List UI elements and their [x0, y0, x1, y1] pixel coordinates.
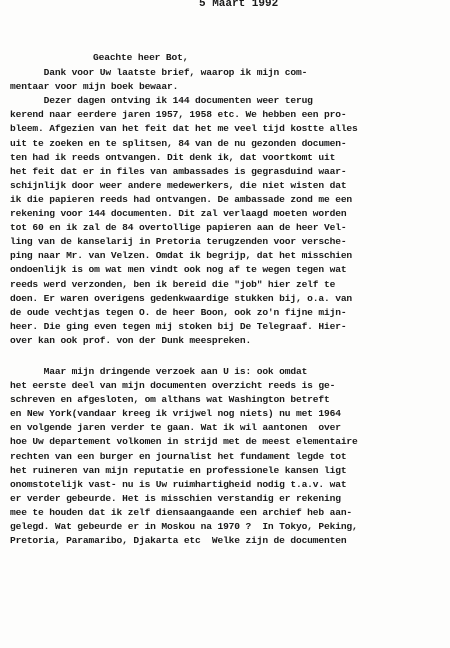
text-line: en volgende jaren verder te gaan. Wat ik wil aantonen over [10, 422, 341, 434]
text-line: het eerste deel van mijn documenten overzicht reeds is ge- [10, 380, 336, 391]
text-line: rekening voor 144 documenten. Dit zal verlaagd moeten worden [10, 208, 347, 219]
text-line: er verder gebeurde. Het is misschien verstandig er rekening [10, 492, 341, 504]
text-line: tot 60 en ik zal de 84 overtollige papieren aan de heer Vel- [10, 222, 347, 234]
text-line: schijnlijk door weer andere medewerkers, die niet wisten dat [10, 179, 347, 191]
text-line: en New York(vandaar kreeg ik vrijwel nog niets) nu met 1964 [10, 408, 341, 420]
text-line: kerend naar eerdere jaren 1957, 1958 etc. We hebben een pro- [10, 109, 347, 121]
text-line: Dank voor Uw laatste brief, waarop ik mijn com- [10, 67, 308, 78]
text-line: uit te zoeken en te splitsen, 84 van de nu gezonden documen- [10, 137, 347, 149]
text-line: doen. Er waren overigens gedenkwaardige stukken bij, o.a. van [10, 292, 353, 304]
text-line: het feit dat er in files van ambassades is gegrasduind waar- [10, 165, 347, 177]
text-line: over kan ook prof. von der Dunk meespreken. [10, 334, 252, 346]
text-line: ling van de kanselarij in Pretoria terugzenden voor versche- [10, 236, 347, 248]
text-line: ten had ik reeds ontvangen. Dit denk ik, dat voortkomt uit [10, 151, 336, 163]
letter-date: 5 Maart 1992 [199, 0, 279, 10]
text-line: de oude vechtjas tegen O. de heer Boon, ook zo'n fijne mijn- [10, 306, 347, 318]
text-line: rechten van een burger en journalist het fundament legde tot [10, 450, 347, 462]
text-line: het ruineren van mijn reputatie en professionele kansen ligt [10, 464, 347, 476]
text-line: Dezer dagen ontving ik 144 documenten weer terug [10, 95, 313, 107]
text-line: onomstotelijk vast- nu is Uw ruimhartigheid nodig t.a.v. wat [10, 478, 347, 490]
text-line: schreven en afgesloten, om althans wat Washington betreft [10, 394, 330, 406]
text-line: hoe Uw departement volkomen in strijd met de meest elementaire [10, 436, 358, 448]
text-line: mee te houden dat ik zelf diensaangaande een archief heb aan- [10, 506, 353, 518]
text-line: Pretoria, Paramaribo, Djakarta etc Welke zijn de documenten [10, 535, 347, 547]
text-line: ping naar Mr. van Velzen. Omdat ik begrijp, dat het misschien [10, 250, 353, 262]
text-line: mentaar voor mijn boek bewaar. [10, 81, 179, 93]
text-line: ik die papieren reeds had ontvangen. De ambassade zond me een [10, 193, 353, 205]
salutation: Geachte heer Bot, [93, 52, 189, 63]
text-line: gelegd. Wat gebeurde er in Moskou na 1970 ? In Tokyo, Peking, [10, 521, 358, 532]
text-line: heer. Die ging even tegen mij stoken bij De Telegraaf. Hier- [10, 320, 347, 332]
text-line: Maar mijn dringende verzoek aan U is: ook omdat [10, 365, 308, 377]
text-line: reeds werd verzonden, ben ik bereid die "job" hier zelf te [10, 278, 336, 290]
text-line: ondoenlijk is om wat men vindt ook nog af te wegen tegen wat [10, 264, 347, 276]
text-line: bleem. Afgezien van het feit dat het me veel tijd kostte alles [10, 123, 358, 135]
